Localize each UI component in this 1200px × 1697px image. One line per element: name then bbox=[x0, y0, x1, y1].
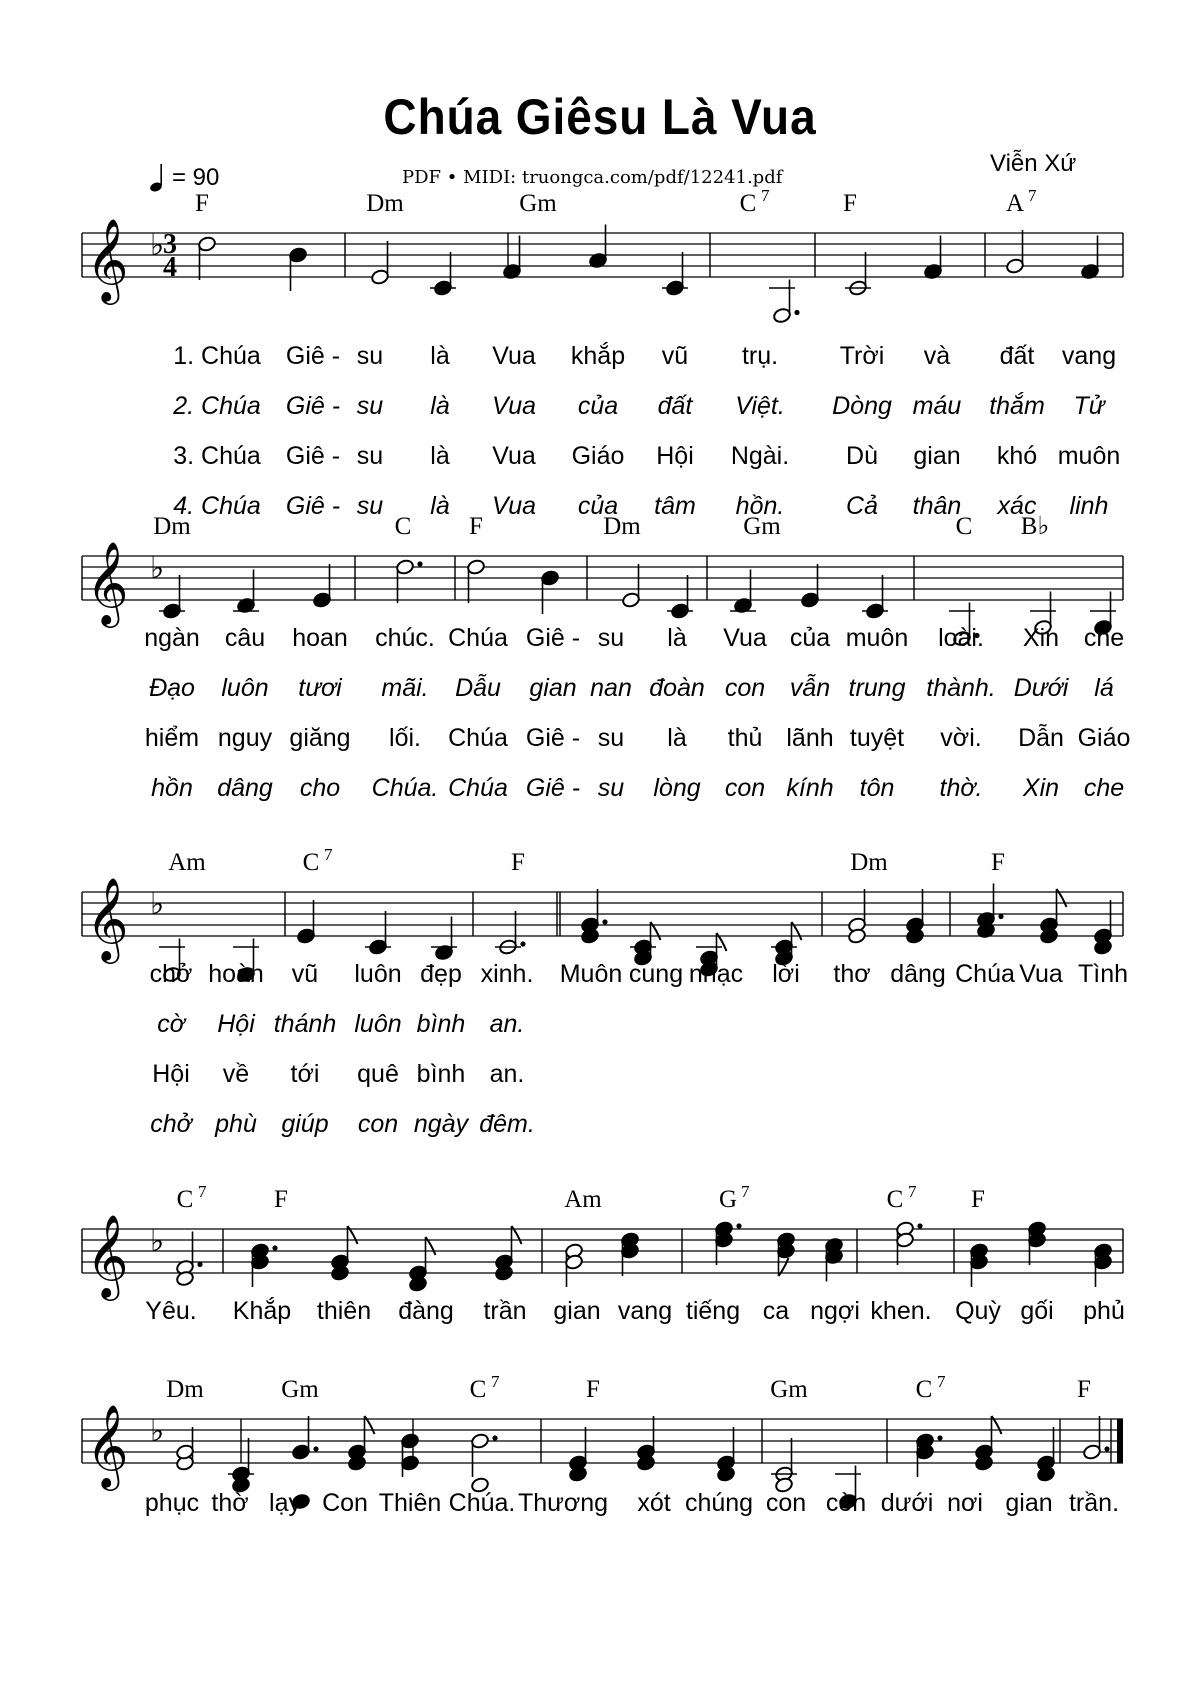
chord-seventh: 7 bbox=[491, 1372, 500, 1391]
lyric-syllable: giăng bbox=[289, 724, 351, 752]
lyric-syllable: trung bbox=[848, 674, 906, 702]
lyric-syllable: Chúa. bbox=[371, 774, 439, 802]
lyric-syllable: loài. bbox=[938, 624, 984, 652]
lyric-syllable: gian bbox=[529, 674, 577, 702]
lyric-syllable: tôn bbox=[859, 774, 895, 802]
composer-name: Viễn Xứ bbox=[990, 150, 1077, 177]
lyric-syllable: luôn bbox=[354, 960, 402, 988]
lyric-syllable: chúng bbox=[684, 1489, 754, 1517]
lyric-syllable: Đạo bbox=[149, 674, 195, 702]
lyric-syllable: đoàn bbox=[649, 674, 705, 702]
lyric-syllable: lãnh bbox=[786, 724, 834, 752]
chord-symbol: Gm bbox=[770, 1376, 808, 1403]
lyric-syllable: Giáo bbox=[571, 442, 625, 470]
lyric-syllable: dưới bbox=[880, 1489, 934, 1517]
chord-symbol: Dm bbox=[366, 190, 404, 217]
chord-symbol: Am bbox=[564, 1186, 602, 1213]
lyric-syllable: Tình bbox=[1077, 960, 1129, 988]
lyric-syllable: Dẫu bbox=[455, 674, 501, 702]
lyric-syllable: su bbox=[597, 774, 625, 802]
chord-symbol: F bbox=[274, 1186, 288, 1213]
lyric-syllable: phục bbox=[144, 1489, 200, 1517]
chord-symbol: F bbox=[511, 849, 525, 876]
chord-seventh: 7 bbox=[741, 1182, 750, 1201]
chord-symbol: Dm bbox=[603, 513, 641, 540]
lyric-syllable: đất bbox=[657, 392, 693, 420]
lyric-syllable: con bbox=[724, 674, 766, 702]
lyric-syllable: tới bbox=[290, 1060, 320, 1088]
note-dot bbox=[937, 1435, 942, 1440]
note-dot bbox=[313, 1446, 318, 1451]
lyric-syllable: an. bbox=[489, 1010, 525, 1038]
lyric-syllable: ngày bbox=[413, 1110, 469, 1138]
lyric-syllable: muôn bbox=[1057, 442, 1121, 470]
lyric-syllable: che bbox=[1083, 774, 1125, 802]
chord-symbol: Dm bbox=[850, 849, 888, 876]
lyric-syllable: trần bbox=[483, 1297, 527, 1325]
lyric-syllable: dâng bbox=[890, 960, 946, 988]
lyric-syllable: vũ bbox=[291, 960, 319, 988]
lyric-syllable: Giê - bbox=[285, 392, 341, 420]
lyric-syllable: muôn bbox=[845, 624, 909, 652]
lyric-syllable: gối bbox=[1020, 1297, 1054, 1325]
chord-symbol: C bbox=[886, 1186, 904, 1213]
lyric-syllable: Chúa bbox=[448, 624, 508, 652]
chord-seventh: 7 bbox=[198, 1182, 207, 1201]
lyric-syllable: Chúa bbox=[955, 960, 1015, 988]
lyric-syllable: của bbox=[577, 492, 619, 520]
chord-symbol: Gm bbox=[519, 190, 557, 217]
lyric-syllable: Vua bbox=[1019, 960, 1063, 988]
lyric-syllable: đất bbox=[999, 342, 1035, 370]
lyric-syllable: Giê - bbox=[285, 492, 341, 520]
note-head bbox=[800, 592, 819, 609]
lyric-syllable: vời. bbox=[940, 724, 982, 752]
chord-symbol: C bbox=[394, 513, 412, 540]
note-head bbox=[621, 592, 640, 609]
lyric-syllable: tâm bbox=[654, 492, 696, 520]
lyric-syllable: Hội bbox=[152, 1060, 190, 1088]
lyric-syllable: ngàn bbox=[144, 624, 200, 652]
lyric-syllable: Chúa bbox=[448, 774, 508, 802]
lyric-syllable: lạy bbox=[269, 1489, 301, 1517]
note-head bbox=[772, 307, 791, 324]
lyric-syllable: xác bbox=[997, 492, 1037, 520]
lyric-syllable: là bbox=[430, 492, 450, 520]
note-head bbox=[370, 269, 389, 286]
treble-clef-icon: 𝄞 bbox=[86, 1403, 129, 1487]
note-head bbox=[1005, 258, 1024, 275]
lyric-syllable: phù bbox=[215, 1110, 257, 1138]
lyric-syllable: của bbox=[577, 392, 619, 420]
lyric-syllable: nhạc bbox=[688, 960, 744, 988]
lyric-syllable: về bbox=[222, 1060, 250, 1088]
chord-symbol: F bbox=[971, 1186, 985, 1213]
lyric-syllable: thờ. bbox=[939, 774, 983, 802]
lyric-syllable: Ngài. bbox=[730, 442, 790, 470]
chord-seventh: 7 bbox=[937, 1372, 946, 1391]
note-head bbox=[540, 570, 559, 587]
lyric-syllable: lòng bbox=[653, 774, 701, 802]
lyric-syllable: Trời bbox=[839, 342, 885, 370]
lyric-syllable: bình bbox=[416, 1010, 466, 1038]
lyric-syllable: trụ. bbox=[741, 342, 779, 370]
chord-symbol: F bbox=[991, 849, 1005, 876]
lyric-syllable: Xin bbox=[1022, 774, 1060, 802]
source-link[interactable]: PDF • MIDI: truongca.com/pdf/12241.pdf bbox=[402, 167, 783, 188]
lyric-syllable: hoan bbox=[292, 624, 348, 652]
chord-symbol: G bbox=[718, 1186, 738, 1213]
lyric-syllable: Giê - bbox=[525, 774, 581, 802]
lyric-syllable: của bbox=[789, 624, 831, 652]
lyric-syllable: đẹp bbox=[420, 960, 462, 988]
chord-symbol: C bbox=[955, 513, 973, 540]
lyric-syllable: con bbox=[724, 774, 766, 802]
lyric-syllable: thiên bbox=[316, 1297, 372, 1325]
chord-symbol: C bbox=[469, 1376, 487, 1403]
lyric-syllable: là bbox=[667, 724, 687, 752]
lyric-syllable: là bbox=[430, 392, 450, 420]
lyric-syllable: cung bbox=[628, 960, 684, 988]
lyric-syllable: su bbox=[356, 342, 384, 370]
lyric-syllable: dâng bbox=[217, 774, 273, 802]
chord-symbol: Gm bbox=[743, 513, 781, 540]
lyric-syllable: chở bbox=[150, 1110, 192, 1138]
lyric-syllable: chở bbox=[149, 960, 193, 988]
lyric-syllable: tươi bbox=[298, 674, 342, 702]
note-dot bbox=[492, 1435, 497, 1440]
note-dot bbox=[197, 1262, 202, 1267]
lyric-syllable: 2. Chúa bbox=[173, 392, 261, 420]
note-dot bbox=[272, 1245, 277, 1250]
chord-symbol: C bbox=[302, 849, 320, 876]
lyric-syllable: Cả bbox=[846, 492, 878, 520]
lyric-syllable: tiếng bbox=[685, 1297, 741, 1325]
lyric-syllable: cờ bbox=[157, 1010, 185, 1038]
lyric-syllable: che bbox=[1083, 624, 1125, 652]
lyric-syllable: khen. bbox=[870, 1297, 932, 1325]
lyric-syllable: Tử bbox=[1073, 392, 1105, 420]
note-dot bbox=[917, 1223, 922, 1228]
chord-symbol: F bbox=[195, 190, 209, 217]
lyric-syllable: Dưới bbox=[1013, 674, 1069, 702]
note-dot bbox=[520, 941, 525, 946]
lyric-syllable: Vua bbox=[491, 492, 537, 520]
lyric-syllable: Giê - bbox=[525, 724, 581, 752]
treble-clef-icon: 𝄞 bbox=[86, 1213, 129, 1297]
lyric-syllable: ngợi bbox=[810, 1297, 860, 1325]
lyric-syllable: quê bbox=[357, 1060, 399, 1088]
treble-clef-icon: 𝄞 bbox=[86, 217, 129, 301]
lyric-syllable: su bbox=[597, 624, 625, 652]
note-head bbox=[291, 1444, 310, 1461]
lyric-syllable: Vua bbox=[492, 342, 536, 370]
chord-symbol: F bbox=[586, 1376, 600, 1403]
lyric-syllable: khắp bbox=[570, 342, 626, 370]
lyric-syllable: cho bbox=[299, 774, 341, 802]
note-head bbox=[288, 247, 307, 264]
chord-symbol: F bbox=[469, 513, 483, 540]
lyric-syllable: chúc. bbox=[375, 624, 435, 652]
time-signature-top: 3 bbox=[163, 229, 177, 260]
note-head bbox=[312, 592, 331, 609]
lyric-syllable: đêm. bbox=[479, 1110, 535, 1138]
lyric-syllable: Yêu. bbox=[145, 1297, 197, 1325]
chord-symbol: Am bbox=[168, 849, 206, 876]
lyric-syllable: Khắp bbox=[232, 1297, 292, 1325]
lyric-syllable: hoàn bbox=[208, 960, 264, 988]
lyric-syllable: an. bbox=[489, 1060, 525, 1088]
lyric-syllable: Vua bbox=[723, 624, 767, 652]
lyric-syllable: Dù bbox=[846, 442, 878, 470]
chord-seventh: 7 bbox=[324, 845, 333, 864]
lyric-syllable: khó bbox=[996, 442, 1038, 470]
chord-seventh: 7 bbox=[761, 186, 770, 205]
lyric-syllable: gian bbox=[1005, 1489, 1053, 1517]
chord-symbol: F bbox=[1077, 1376, 1091, 1403]
lyric-syllable: Thiên bbox=[378, 1489, 442, 1517]
lyric-syllable: 4. Chúa bbox=[173, 492, 261, 520]
lyric-syllable: Xin bbox=[1022, 624, 1060, 652]
lyric-syllable: su bbox=[356, 392, 384, 420]
lyric-syllable: su bbox=[356, 492, 384, 520]
lyric-syllable: Việt. bbox=[735, 392, 785, 420]
lyric-syllable: Hội bbox=[656, 442, 694, 470]
chord-symbol: B♭ bbox=[1020, 513, 1050, 540]
lyric-syllable: Thương bbox=[517, 1489, 609, 1517]
lyric-syllable: lời bbox=[772, 960, 800, 988]
chord-symbol: C bbox=[739, 190, 757, 217]
lyric-syllable: còn bbox=[825, 1489, 867, 1517]
note-dot bbox=[794, 310, 799, 315]
lyric-syllable: bình bbox=[416, 1060, 466, 1088]
lyric-syllable: nơi bbox=[947, 1489, 983, 1517]
lyric-syllable: thắm bbox=[989, 392, 1045, 420]
lyric-syllable: vang bbox=[1061, 342, 1117, 370]
lyric-syllable: con bbox=[765, 1489, 807, 1517]
lyric-syllable: su bbox=[597, 724, 625, 752]
lyric-syllable: Giáo bbox=[1077, 724, 1131, 752]
lyric-syllable: thành. bbox=[926, 674, 996, 702]
chord-symbol: Gm bbox=[281, 1376, 319, 1403]
chord-symbol: F bbox=[843, 190, 857, 217]
lyric-syllable: Dẫn bbox=[1018, 724, 1064, 752]
flat-key-signature-icon: ♭ bbox=[150, 228, 165, 263]
lyric-syllable: và bbox=[923, 342, 951, 370]
treble-clef-icon: 𝄞 bbox=[86, 540, 129, 624]
lyric-syllable: mãi. bbox=[381, 674, 429, 702]
chord-seventh: 7 bbox=[1028, 186, 1037, 205]
lyric-syllable: vang bbox=[617, 1297, 673, 1325]
chord-note-head bbox=[400, 1455, 419, 1472]
note-head bbox=[1082, 1444, 1101, 1461]
lyric-syllable: Giê - bbox=[285, 342, 341, 370]
lyric-syllable: gian bbox=[913, 442, 961, 470]
lyric-syllable: giúp bbox=[281, 1110, 329, 1138]
lyric-syllable: Quỳ bbox=[955, 1297, 1001, 1325]
lyric-syllable: nan bbox=[590, 674, 632, 702]
lyric-syllable: 1. Chúa bbox=[173, 342, 261, 370]
lyric-syllable: Chúa bbox=[448, 724, 508, 752]
page-title: Chúa Giêsu Là Vua bbox=[383, 89, 817, 145]
lyric-syllable: lá bbox=[1094, 674, 1114, 702]
lyric-syllable: luôn bbox=[354, 1010, 402, 1038]
lyric-syllable: là bbox=[430, 442, 450, 470]
lyric-syllable: thơ bbox=[833, 960, 871, 988]
note-dot bbox=[417, 561, 422, 566]
lyric-syllable: Vua bbox=[491, 392, 537, 420]
lyric-syllable: vẫn bbox=[789, 674, 831, 702]
note-dot bbox=[736, 1223, 741, 1228]
lyric-syllable: su bbox=[356, 442, 384, 470]
flat-key-signature-icon: ♭ bbox=[150, 1414, 165, 1449]
lyric-syllable: Giê - bbox=[285, 442, 341, 470]
chord-seventh: 7 bbox=[908, 1182, 917, 1201]
lyric-syllable: là bbox=[430, 342, 450, 370]
time-signature-bottom: 4 bbox=[163, 252, 177, 283]
chord-symbol: Dm bbox=[153, 513, 191, 540]
lyric-syllable: thân bbox=[912, 492, 962, 520]
note-head bbox=[197, 236, 216, 253]
lyric-syllable: 3. Chúa bbox=[173, 442, 261, 470]
flat-key-signature-icon: ♭ bbox=[150, 551, 165, 586]
lyric-syllable: câu bbox=[224, 624, 266, 652]
lyric-syllable: Vua bbox=[492, 442, 536, 470]
tempo-value: = 90 bbox=[172, 164, 220, 191]
chord-symbol: C bbox=[176, 1186, 194, 1213]
lyric-syllable: Con bbox=[322, 1489, 368, 1517]
flat-key-signature-icon: ♭ bbox=[150, 1224, 165, 1259]
lyric-syllable: tuyệt bbox=[849, 724, 905, 752]
lyric-syllable: Giê - bbox=[525, 624, 581, 652]
note-head bbox=[296, 928, 315, 945]
lyric-syllable: gian bbox=[553, 1297, 601, 1325]
final-barline bbox=[1117, 1419, 1123, 1463]
note-head bbox=[400, 1433, 419, 1450]
lyric-syllable: hiểm bbox=[144, 724, 200, 752]
lyric-syllable: nguy bbox=[217, 724, 273, 752]
lyric-syllable: Chúa. bbox=[448, 1489, 516, 1517]
note-head bbox=[466, 559, 485, 576]
lyric-syllable: xinh. bbox=[480, 960, 534, 988]
lyric-syllable: linh bbox=[1069, 492, 1109, 520]
note-head bbox=[470, 1433, 489, 1450]
lyric-syllable: hồn. bbox=[735, 492, 785, 520]
note-dot bbox=[1104, 1446, 1109, 1451]
lyric-syllable: ca bbox=[762, 1297, 790, 1325]
lyric-syllable: lối. bbox=[389, 724, 421, 752]
lyric-syllable: con bbox=[357, 1110, 399, 1138]
lyric-syllable: Hội bbox=[217, 1010, 255, 1038]
lyric-syllable: phủ bbox=[1083, 1297, 1125, 1325]
lyric-syllable: máu bbox=[912, 392, 962, 420]
chord-symbol: C bbox=[915, 1376, 933, 1403]
treble-clef-icon: 𝄞 bbox=[86, 876, 129, 960]
chord-symbol: A bbox=[1005, 190, 1025, 217]
note-dot bbox=[998, 914, 1003, 919]
lyric-syllable: Dòng bbox=[832, 392, 892, 420]
lyric-syllable: kính bbox=[786, 774, 834, 802]
lyric-syllable: đàng bbox=[398, 1297, 454, 1325]
lyric-syllable: thờ bbox=[211, 1489, 249, 1517]
lyric-syllable: thánh bbox=[273, 1010, 337, 1038]
lyric-syllable: thủ bbox=[727, 724, 763, 752]
lyric-syllable: vũ bbox=[661, 342, 689, 370]
lyric-syllable: trần. bbox=[1068, 1489, 1120, 1517]
chord-symbol: Dm bbox=[166, 1376, 204, 1403]
lyric-syllable: Muôn bbox=[559, 960, 623, 988]
lyric-syllable: là bbox=[667, 624, 687, 652]
note-dot bbox=[602, 919, 607, 924]
lyric-syllable: hồn bbox=[151, 774, 193, 802]
note-head bbox=[395, 559, 414, 576]
lyric-syllable: luôn bbox=[221, 674, 269, 702]
flat-key-signature-icon: ♭ bbox=[150, 887, 165, 922]
lyric-syllable: xót bbox=[637, 1489, 671, 1517]
